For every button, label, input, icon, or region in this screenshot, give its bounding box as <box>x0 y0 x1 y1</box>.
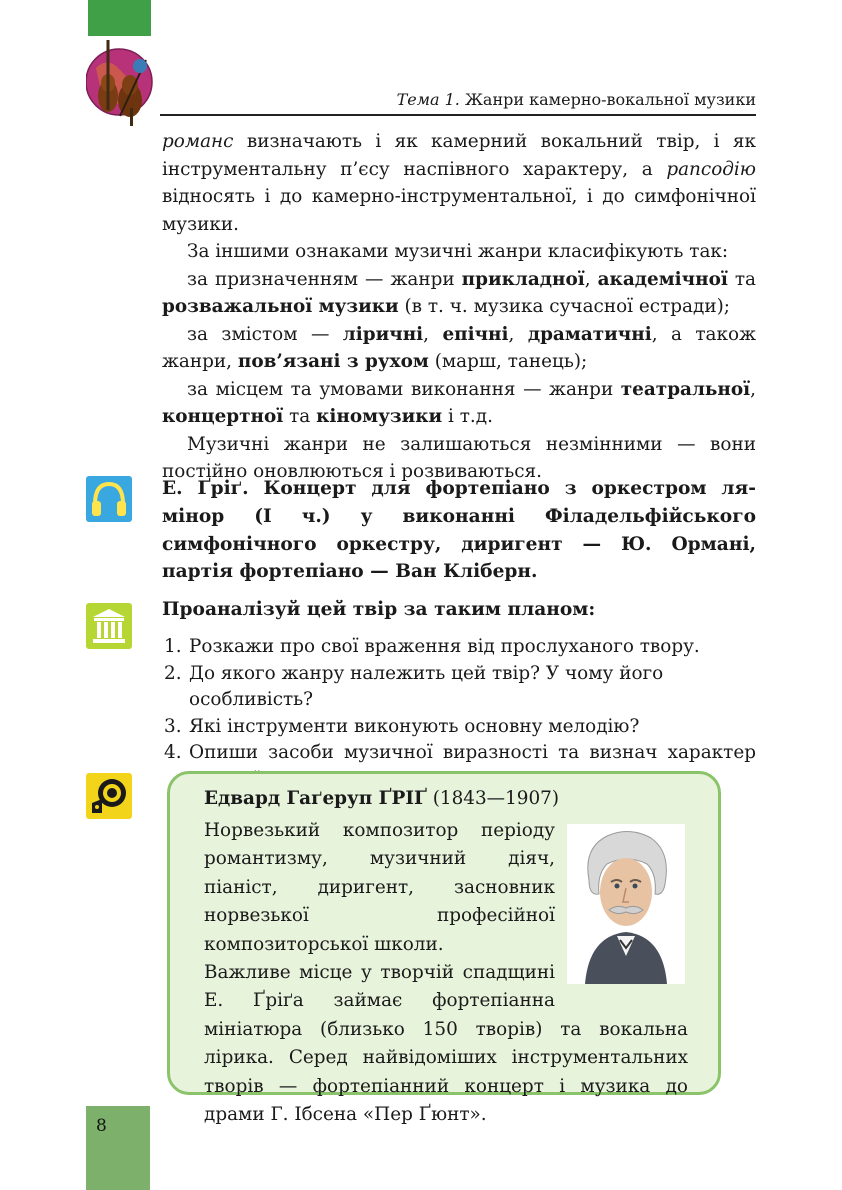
composer-name: Едвард Гаґеруп ҐРІҐ <box>204 788 427 809</box>
bold-term: концертної <box>162 406 284 427</box>
composer-portrait <box>567 824 685 984</box>
topic-label: Тема 1. <box>396 90 460 109</box>
bold-term: академічної <box>597 268 728 290</box>
intro-paragraph-6: Музичні жанри не залишаються незмінними — вони постійно оновлюються і розвиваються. <box>162 433 756 482</box>
bold-term: розважальної музики <box>162 296 399 317</box>
intro-paragraph-1 <box>162 128 756 238</box>
item-text: Розкажи про свої враження від прослуханого твору. <box>189 636 700 657</box>
text: та <box>283 406 317 427</box>
item-number: 2. <box>164 662 182 684</box>
term-rhapsody: рапсодію <box>666 158 756 180</box>
text: і т.д. <box>442 406 493 427</box>
term-romance: романс <box>162 131 234 152</box>
text: за місцем та умовами виконання — жанри <box>187 378 621 400</box>
bold-term: театральної <box>620 378 751 400</box>
text: за призначенням — жанри <box>187 268 462 290</box>
item-number: 4. <box>164 742 182 763</box>
text: та <box>727 268 756 290</box>
headphones-icon <box>86 476 132 522</box>
intro-text <box>162 128 756 486</box>
item-number: 3. <box>164 715 182 737</box>
biography-paragraph-1: Норвезький композитор періоду романтизму, музичний діяч, піаніст, диригент, засновник норвезької професійної композиторської школи. <box>204 820 555 955</box>
listening-assignment: Е. Ґріґ. Концерт для фортепіано з оркестром ля-мінор (І ч.) у виконанні Філадельфійського симфонічного оркестру, диригент — Ю. Ормані, партія фортепіано — Ван Кліберн. <box>162 478 756 583</box>
text: , <box>508 323 528 345</box>
violin-icon <box>86 38 156 126</box>
page-number-tab <box>86 1106 150 1190</box>
text: , а також жанри, <box>162 323 756 372</box>
text: відносять і до камерно-інструментальної, і до симфонічної музики. <box>162 186 756 235</box>
intro-paragraph-3 <box>162 266 756 321</box>
composer-heading <box>204 788 559 809</box>
bold-term: кіномузики <box>316 406 443 427</box>
text: , <box>584 268 598 290</box>
item-text: До якого жанру належить цей твір? У чому його особливість? <box>189 662 664 710</box>
text: , <box>750 378 756 400</box>
bold-term: епічні <box>442 323 509 345</box>
bold-term: драматичні <box>527 323 652 345</box>
biography-text <box>204 817 688 1129</box>
page-number: 8 <box>96 1116 107 1136</box>
composer-years: (1843—1907) <box>432 788 560 809</box>
text: , <box>423 323 443 345</box>
bold-term: ліричні <box>342 323 424 345</box>
list-item <box>164 661 756 714</box>
intro-paragraph-4 <box>162 321 756 376</box>
text: (марш, танець); <box>428 351 588 372</box>
list-item <box>164 714 756 741</box>
text: (в т. ч. музика сучасної естради); <box>398 296 730 317</box>
text: визначають і як камерний вокальний твір, і як інструментальну п’єсу наспівного характеру, а <box>162 131 756 180</box>
text: за змістом — <box>187 323 343 345</box>
bold-term: пов’язані з рухом <box>237 351 429 372</box>
header-rule <box>160 114 756 116</box>
biography-paragraph-2: Важливе місце у творчій спадщині Е. Ґріґа займає фортепіанна мініатюра (близько 150 творів) та вокальна лірика. Серед найвідоміших інструментальних творів — фортепіанний концерт і музика до драми Г. Ібсена «Пер Ґюнт». <box>204 962 688 1126</box>
list-item <box>164 634 756 661</box>
intro-paragraph-5 <box>162 376 756 431</box>
intro-paragraph-2: За іншими ознаками музичні жанри класифікують так: <box>187 241 729 262</box>
item-number: 1. <box>164 636 182 657</box>
bold-term: прикладної <box>461 268 585 290</box>
topic-title: Жанри камерно-вокальної музики <box>464 90 756 109</box>
biography-card <box>167 771 721 1126</box>
running-header <box>397 90 756 109</box>
analysis-title: Проаналізуй цей твір за таким планом: <box>162 599 596 620</box>
analysis-list <box>164 634 756 793</box>
temple-icon <box>86 603 132 649</box>
composer-icon <box>86 773 132 819</box>
item-text: Опиши засоби музичної виразності та визнач характер <box>189 742 756 763</box>
item-text: Які інструменти виконують основну мелодію? <box>189 715 640 737</box>
top-color-tab <box>88 0 151 36</box>
